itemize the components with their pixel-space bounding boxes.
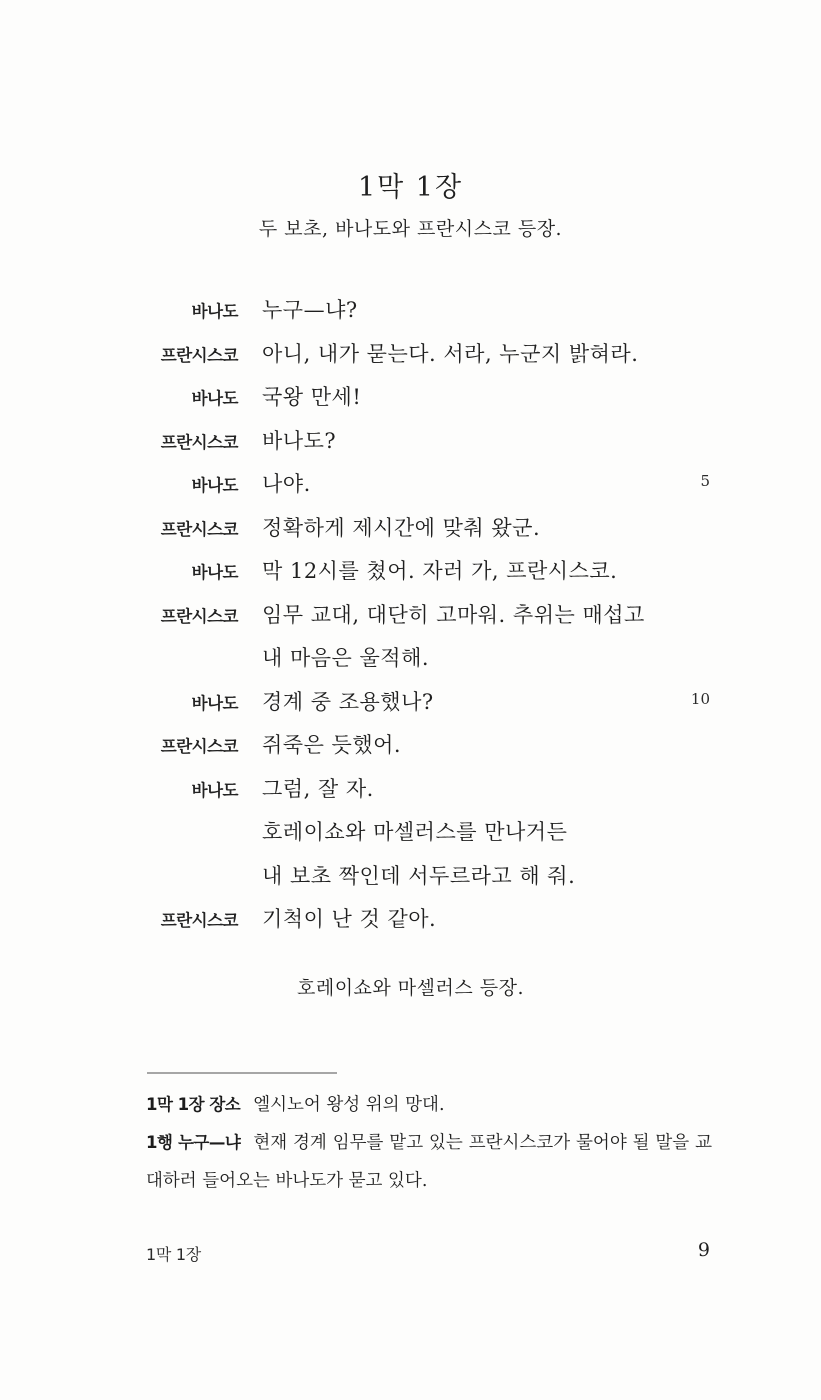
footnote-rule bbox=[147, 1072, 337, 1074]
speaker-name: 프란시스코 bbox=[160, 606, 238, 626]
page-number: 9 bbox=[697, 1239, 710, 1261]
speaker-name: 바나도 bbox=[191, 476, 238, 495]
dialogue-text: 내 보초 짝인데 서두르라고 해 줘. bbox=[262, 863, 576, 888]
dialogue-text: 아니, 내가 묻는다. 서라, 누군지 밝혀라. bbox=[262, 341, 639, 366]
verse-line-number: 10 bbox=[690, 689, 710, 708]
stage-direction-mid: 호레이쇼와 마셀러스 등장. bbox=[296, 977, 524, 999]
dialogue-row bbox=[146, 294, 710, 338]
dialogue-text: 나야. bbox=[262, 472, 311, 496]
footnotes-block bbox=[146, 1086, 712, 1200]
speaker-name: 프란시스코 bbox=[160, 345, 238, 365]
dialogue-row bbox=[146, 729, 710, 773]
dialogue-row bbox=[146, 338, 710, 382]
footnote bbox=[146, 1086, 712, 1124]
dialogue-text: 국왕 만세! bbox=[262, 385, 362, 409]
dialogue-text: 누구—냐? bbox=[262, 298, 358, 322]
speaker-name: 프란시스코 bbox=[160, 519, 238, 539]
dialogue-text: 바나도? bbox=[262, 428, 337, 453]
dialogue-text: 기척이 난 것 같아. bbox=[262, 907, 437, 931]
footnote-lead: 1막 1장 장소 bbox=[146, 1095, 241, 1114]
dialogue-text: 그럼, 잘 자. bbox=[262, 776, 374, 801]
dialogue-row bbox=[146, 425, 710, 469]
speaker-name: 프란시스코 bbox=[160, 737, 238, 756]
dialogue-row bbox=[146, 381, 710, 425]
dialogue-row bbox=[146, 816, 710, 860]
dialogue-row bbox=[146, 599, 710, 643]
dialogue-row bbox=[146, 903, 710, 947]
dialogue-text: 정확하게 제시간에 맞춰 왔군. bbox=[262, 515, 541, 540]
dialogue-block bbox=[146, 294, 710, 947]
speaker-name: 바나도 bbox=[191, 563, 238, 582]
dialogue-row bbox=[146, 773, 710, 817]
speaker-name: 바나도 bbox=[191, 780, 238, 800]
speaker-name: 프란시스코 bbox=[160, 911, 238, 930]
footnote-text: 현재 경계 임무를 맡고 있는 프란시스코가 물어야 될 말을 교대하러 들어오는 바나도가 묻고 있다. bbox=[146, 1133, 712, 1191]
dialogue-row bbox=[146, 512, 710, 556]
dialogue-text: 막 12시를 쳤어. 자러 가, 프란시스코. bbox=[262, 559, 618, 583]
dialogue-row bbox=[146, 860, 710, 904]
verse-line-number: 5 bbox=[700, 472, 710, 490]
dialogue-text: 쥐죽은 듯했어. bbox=[262, 733, 402, 757]
running-footer-label: 1막 1장 bbox=[146, 1245, 201, 1264]
speaker-name: 바나도 bbox=[191, 693, 238, 713]
dialogue-text: 호레이쇼와 마셀러스를 만나거든 bbox=[262, 820, 568, 844]
speaker-name: 바나도 bbox=[191, 302, 238, 321]
speaker-name: 바나도 bbox=[191, 389, 238, 408]
footnote bbox=[146, 1124, 712, 1200]
dialogue-text: 임무 교대, 대단히 고마워. 추위는 매섭고 bbox=[262, 602, 645, 627]
scene-heading: 1막 1장 bbox=[357, 172, 464, 203]
footnote-lead: 1행 누구—냐 bbox=[146, 1133, 241, 1152]
dialogue-row bbox=[146, 686, 710, 730]
stage-direction-opening: 두 보초, 바나도와 프란시스코 등장. bbox=[258, 218, 563, 240]
dialogue-text: 경계 중 조용했나? bbox=[262, 689, 434, 714]
dialogue-row bbox=[146, 555, 710, 599]
dialogue-text: 내 마음은 울적해. bbox=[262, 646, 430, 670]
dialogue-row bbox=[146, 642, 710, 686]
footnote-text: 엘시노어 왕성 위의 망대. bbox=[253, 1095, 445, 1115]
speaker-name: 프란시스코 bbox=[160, 432, 238, 452]
dialogue-row bbox=[146, 468, 710, 512]
